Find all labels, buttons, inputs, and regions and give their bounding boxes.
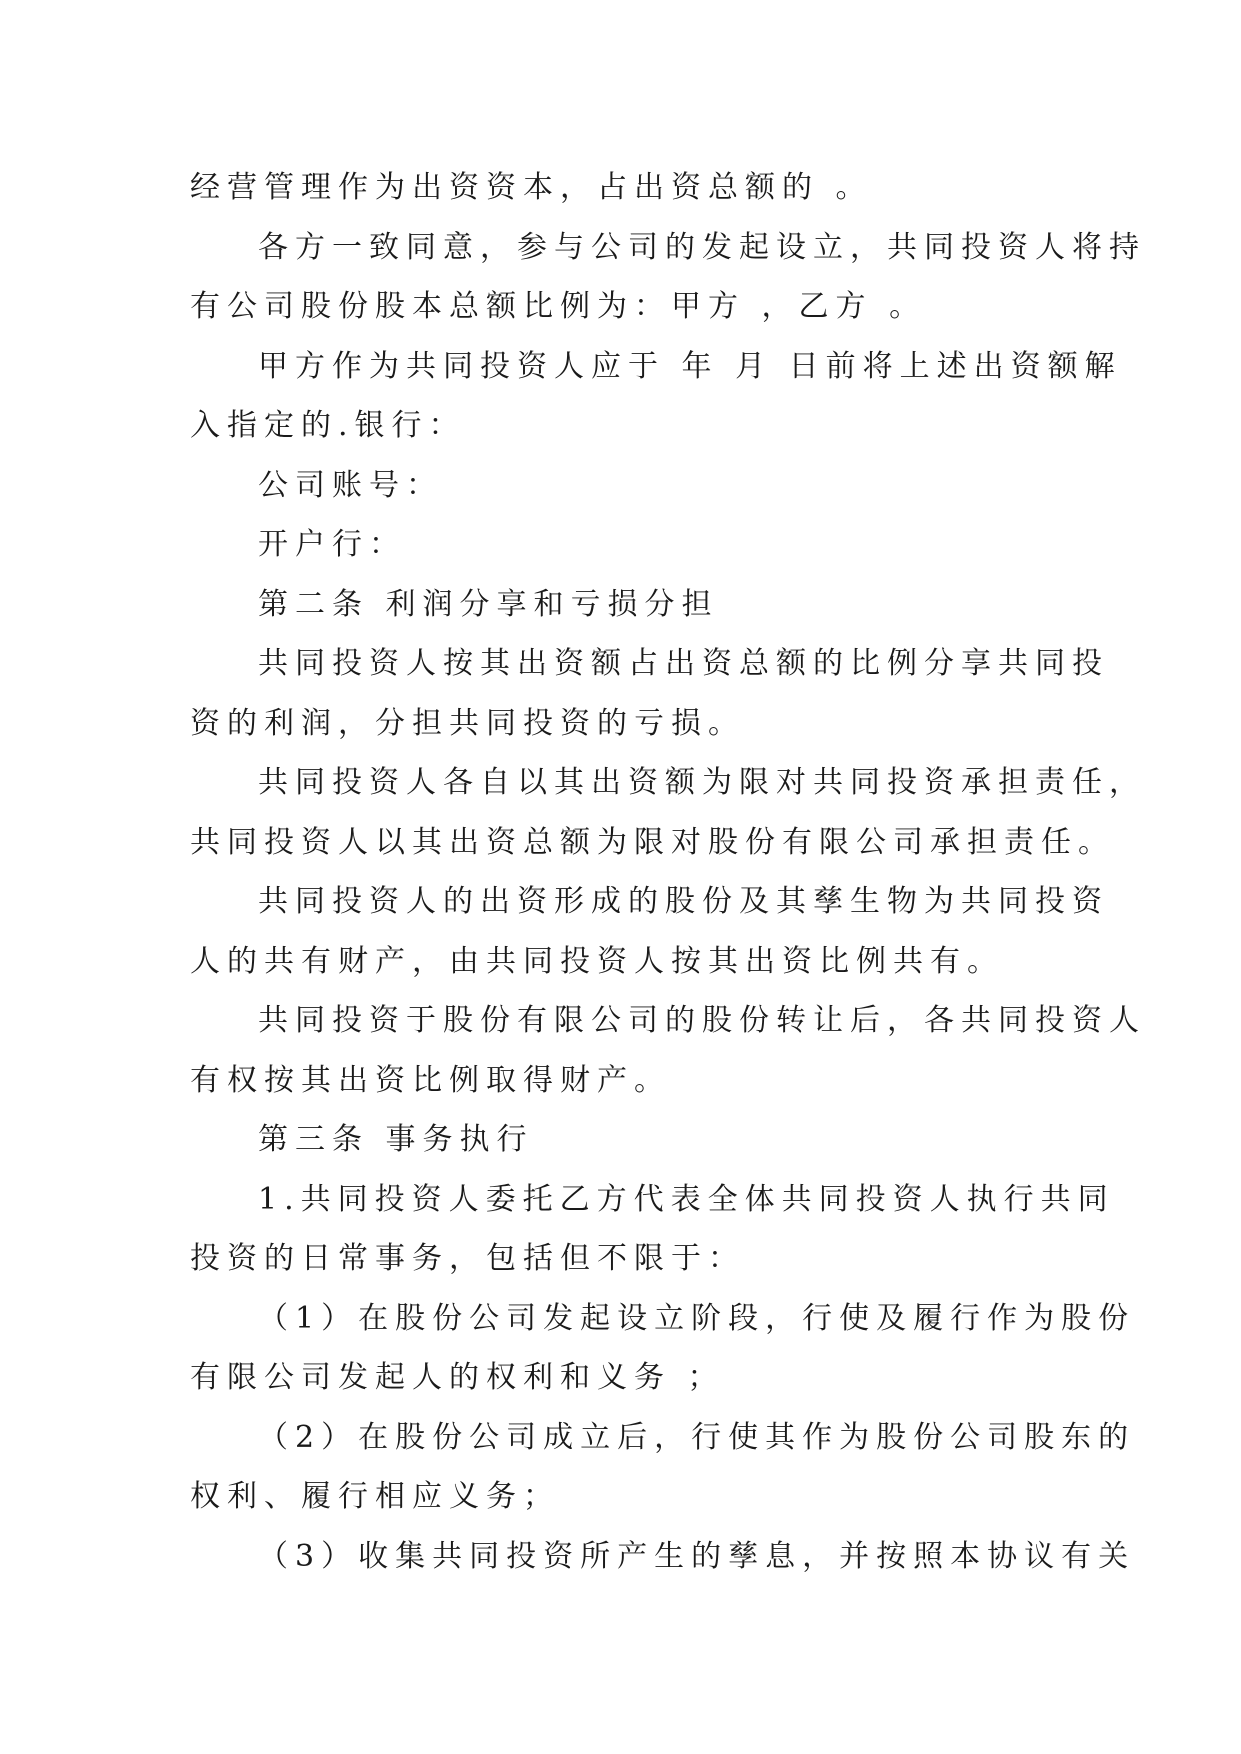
text-line: 权利、履行相应义务；: [190, 1479, 560, 1514]
text-line: 共同投资人的出资形成的股份及其孳生物为共同投资: [258, 884, 1109, 919]
text-line: 资的利润，分担共同投资的亏损。: [190, 705, 745, 741]
text-line: 共同投资于股份有限公司的股份转让后，各共同投资人: [258, 1003, 1146, 1038]
text-line: 入指定的.银行：: [190, 408, 466, 443]
text-line: 有限公司发起人的权利和义务 ；: [190, 1360, 725, 1395]
text-line: （2）在股份公司成立后，行使其作为股份公司股东的: [258, 1419, 1136, 1455]
text-line: 1.共同投资人委托乙方代表全体共同投资人执行共同: [258, 1181, 1115, 1217]
text-line: 投资的日常事务，包括但不限于：: [190, 1241, 745, 1276]
text-line: 有权按其出资比例取得财产。: [190, 1062, 671, 1098]
text-line: 开户行：: [258, 527, 406, 562]
text-line: 经营管理作为出资资本，占出资总额的 。: [190, 170, 873, 205]
section-heading: 第二条 利润分享和亏损分担: [258, 586, 719, 622]
document-body: [190, 158, 1146, 1586]
text-line: 共同投资人按其出资额占出资总额的比例分享共同投: [258, 646, 1109, 681]
text-line: 甲方作为共同投资人应于 年 月 日前将上述出资额解: [258, 348, 1122, 384]
text-line: 各方一致同意，参与公司的发起设立，共同投资人将持: [258, 229, 1146, 265]
text-line: 共同投资人各自以其出资额为限对共同投资承担责任，: [258, 765, 1146, 800]
text-line: 共同投资人以其出资总额为限对股份有限公司承担责任。: [190, 824, 1115, 860]
text-line: 有公司股份股本总额比例为：甲方 ，乙方 。: [190, 289, 927, 324]
text-line: （1）在股份公司发起设立阶段，行使及履行作为股份: [258, 1300, 1136, 1336]
text-line: （3）收集共同投资所产生的孳息，并按照本协议有关: [258, 1538, 1136, 1574]
text-line: 公司账号：: [258, 467, 443, 503]
text-line: 人的共有财产，由共同投资人按其出资比例共有。: [190, 943, 1004, 979]
section-heading: 第三条 事务执行: [258, 1122, 534, 1157]
